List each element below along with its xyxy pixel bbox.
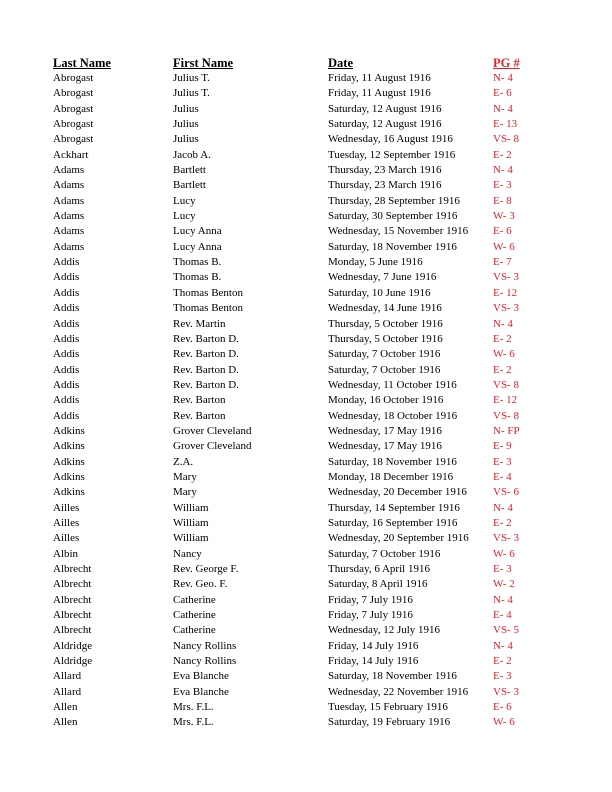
table-row <box>53 547 543 562</box>
page-ref-cell: W- 6 <box>493 547 515 560</box>
page-ref-cell: VS- 3 <box>493 532 519 545</box>
table-row <box>53 117 543 132</box>
first-name-cell: Catherine <box>173 593 216 606</box>
last-name-cell: Aldridge <box>53 639 93 652</box>
last-name-cell: Adkins <box>53 440 85 453</box>
page-ref-cell: W- 6 <box>493 240 515 253</box>
date-cell: Wednesday, 17 May 1916 <box>328 424 442 437</box>
table-row <box>53 347 543 362</box>
date-cell: Saturday, 7 October 1916 <box>328 363 441 376</box>
date-cell: Thursday, 6 April 1916 <box>328 563 430 575</box>
last-name-cell: Addis <box>53 302 80 315</box>
last-name-cell: Abrogast <box>53 133 94 146</box>
first-name-cell: Catherine <box>173 609 216 622</box>
page-ref-cell: VS- 5 <box>493 624 519 637</box>
table-row <box>53 332 543 347</box>
date-cell: Friday, 14 July 1916 <box>328 655 419 668</box>
last-name-cell: Abrogast <box>53 102 94 115</box>
date-cell: Thursday, 23 March 1916 <box>328 164 442 177</box>
date-cell: Saturday, 30 September 1916 <box>328 210 458 223</box>
page-ref-cell: E- 4 <box>493 609 512 622</box>
page-ref-cell: E- 3 <box>493 670 512 683</box>
date-cell: Friday, 11 August 1916 <box>328 72 431 84</box>
last-name-cell: Adams <box>53 240 85 253</box>
table-row <box>53 439 543 454</box>
date-cell: Wednesday, 18 October 1916 <box>328 409 458 422</box>
first-name-cell: Grover Cleveland <box>173 440 252 453</box>
date-cell: Saturday, 8 April 1916 <box>328 578 428 591</box>
last-name-cell: Allen <box>53 701 78 714</box>
last-name-cell: Albrecht <box>53 593 92 606</box>
table-row <box>53 685 543 700</box>
last-name-cell: Adams <box>53 225 85 238</box>
date-cell: Wednesday, 7 June 1916 <box>328 271 437 284</box>
table-row <box>53 516 543 531</box>
first-name-cell: Rev. Barton D. <box>173 332 239 345</box>
page-ref-cell: E- 8 <box>493 194 512 207</box>
table-row <box>53 531 543 546</box>
page-ref-cell: E- 4 <box>493 470 512 483</box>
first-name-cell: Thomas B. <box>173 256 222 269</box>
first-name-cell: Nancy <box>173 547 202 560</box>
last-name-cell: Albrecht <box>53 624 92 637</box>
date-cell: Tuesday, 15 February 1916 <box>328 701 448 714</box>
page-ref-cell: E- 2 <box>493 655 512 668</box>
header-first-name: First Name <box>173 56 234 70</box>
date-cell: Monday, 16 October 1916 <box>328 394 444 407</box>
last-name-cell: Adams <box>53 210 85 223</box>
table-row <box>53 393 543 408</box>
table-row <box>53 148 543 163</box>
page-ref-cell: E- 2 <box>493 363 512 376</box>
table-row <box>53 224 543 239</box>
last-name-cell: Adams <box>53 194 85 207</box>
header-date: Date <box>328 56 353 70</box>
page-ref-cell: N- 4 <box>493 639 513 652</box>
table-row <box>53 715 543 730</box>
date-cell: Saturday, 18 November 1916 <box>328 240 457 253</box>
date-cell: Thursday, 5 October 1916 <box>328 332 443 345</box>
date-cell: Wednesday, 11 October 1916 <box>328 378 457 391</box>
table-row <box>53 577 543 592</box>
first-name-cell: Lucy Anna <box>173 240 222 253</box>
first-name-cell: Mrs. F.L. <box>173 701 214 714</box>
table-row <box>53 240 543 255</box>
last-name-cell: Addis <box>53 317 80 330</box>
date-cell: Wednesday, 17 May 1916 <box>328 440 442 453</box>
table-row <box>53 424 543 439</box>
first-name-cell: Julius <box>173 118 199 131</box>
table-row <box>53 86 543 101</box>
page-ref-cell: VS- 8 <box>493 378 519 391</box>
first-name-cell: Rev. Barton <box>173 409 226 422</box>
table-row <box>53 255 543 270</box>
first-name-cell: Nancy Rollins <box>173 655 237 668</box>
first-name-cell: Julius <box>173 133 199 146</box>
date-cell: Friday, 7 July 1916 <box>328 609 413 622</box>
page-ref-cell: VS- 3 <box>493 685 519 698</box>
table-row <box>53 455 543 470</box>
first-name-cell: Eva Blanche <box>173 685 229 698</box>
last-name-cell: Adkins <box>53 455 85 468</box>
page-ref-cell: W- 6 <box>493 348 515 361</box>
table-header <box>53 56 543 71</box>
last-name-cell: Addis <box>53 394 80 407</box>
page-ref-cell: E- 6 <box>493 225 512 238</box>
page-ref-cell: E- 3 <box>493 563 512 575</box>
last-name-cell: Addis <box>53 286 80 299</box>
last-name-cell: Abrogast <box>53 118 94 131</box>
date-cell: Saturday, 12 August 1916 <box>328 118 442 131</box>
first-name-cell: Grover Cleveland <box>173 424 252 437</box>
first-name-cell: Catherine <box>173 624 216 637</box>
last-name-cell: Albrecht <box>53 563 92 575</box>
last-name-cell: Albrecht <box>53 578 92 591</box>
last-name-cell: Allard <box>53 670 82 683</box>
page-ref-cell: VS- 3 <box>493 271 519 284</box>
first-name-cell: Lucy Anna <box>173 225 222 238</box>
first-name-cell: Thomas Benton <box>173 286 243 299</box>
date-cell: Monday, 5 June 1916 <box>328 256 423 269</box>
last-name-cell: Addis <box>53 363 80 376</box>
first-name-cell: Thomas B. <box>173 271 222 284</box>
table-row <box>53 593 543 608</box>
table-row <box>53 639 543 654</box>
last-name-cell: Allard <box>53 685 82 698</box>
table-row <box>53 286 543 301</box>
table-row <box>53 209 543 224</box>
first-name-cell: Rev. Barton D. <box>173 378 239 391</box>
page-ref-cell: E- 3 <box>493 455 512 468</box>
table-row <box>53 608 543 623</box>
first-name-cell: Lucy <box>173 194 196 207</box>
table-row <box>53 270 543 285</box>
date-cell: Wednesday, 14 June 1916 <box>328 302 442 315</box>
page-ref-cell: E- 6 <box>493 87 512 100</box>
page-ref-cell: W- 6 <box>493 716 515 729</box>
date-cell: Wednesday, 16 August 1916 <box>328 133 453 146</box>
page-ref-cell: N- 4 <box>493 317 513 330</box>
last-name-cell: Ailles <box>53 501 80 514</box>
date-cell: Thursday, 14 September 1916 <box>328 501 460 514</box>
date-cell: Saturday, 18 November 1916 <box>328 670 457 683</box>
table-row <box>53 102 543 117</box>
first-name-cell: Mary <box>173 470 197 483</box>
first-name-cell: Mary <box>173 486 197 499</box>
first-name-cell: Bartlett <box>173 164 206 177</box>
last-name-cell: Abrogast <box>53 87 94 100</box>
table-row <box>53 501 543 516</box>
page-ref-cell: N- 4 <box>493 102 513 115</box>
last-name-cell: Allen <box>53 716 78 729</box>
page-ref-cell: W- 3 <box>493 210 515 223</box>
table-row <box>53 378 543 393</box>
date-cell: Wednesday, 12 July 1916 <box>328 624 441 637</box>
last-name-cell: Ailles <box>53 516 80 529</box>
header-row <box>53 56 543 71</box>
page-ref-cell: VS- 8 <box>493 409 519 422</box>
last-name-cell: Adkins <box>53 470 85 483</box>
page-ref-cell: N- 4 <box>493 72 513 84</box>
table-row <box>53 132 543 147</box>
header-last-name: Last Name <box>53 56 111 70</box>
first-name-cell: Rev. Barton D. <box>173 363 239 376</box>
first-name-cell: William <box>173 532 209 545</box>
date-cell: Thursday, 28 September 1916 <box>328 194 460 207</box>
page-ref-cell: E- 7 <box>493 256 512 269</box>
first-name-cell: Z.A. <box>173 455 194 468</box>
date-cell: Saturday, 7 October 1916 <box>328 348 441 361</box>
last-name-cell: Albin <box>53 547 79 560</box>
table-row <box>53 470 543 485</box>
table-row <box>53 623 543 638</box>
page-ref-cell: E- 2 <box>493 332 512 345</box>
last-name-cell: Addis <box>53 409 80 422</box>
first-name-cell: Jacob A. <box>173 148 211 161</box>
date-cell: Thursday, 23 March 1916 <box>328 179 442 192</box>
table-row <box>53 301 543 316</box>
date-cell: Wednesday, 20 September 1916 <box>328 532 469 545</box>
date-cell: Wednesday, 20 December 1916 <box>328 486 467 499</box>
date-cell: Friday, 14 July 1916 <box>328 639 419 652</box>
first-name-cell: Mrs. F.L. <box>173 716 214 729</box>
first-name-cell: Rev. Geo. F. <box>173 578 228 591</box>
page-ref-cell: E- 2 <box>493 516 512 529</box>
last-name-cell: Addis <box>53 332 80 345</box>
page-ref-cell: E- 12 <box>493 394 518 407</box>
last-name-cell: Addis <box>53 256 80 269</box>
last-name-cell: Addis <box>53 378 80 391</box>
table-row <box>53 178 543 193</box>
first-name-cell: Julius <box>173 102 199 115</box>
page-ref-cell: E- 2 <box>493 148 512 161</box>
last-name-cell: Addis <box>53 348 80 361</box>
date-cell: Saturday, 7 October 1916 <box>328 547 441 560</box>
table-row <box>53 562 543 577</box>
date-cell: Tuesday, 12 September 1916 <box>328 148 456 161</box>
table-row <box>53 317 543 332</box>
first-name-cell: William <box>173 516 209 529</box>
page-ref-cell: VS- 3 <box>493 302 519 315</box>
table-row <box>53 71 543 86</box>
last-name-cell: Ackhart <box>53 148 89 161</box>
table-row <box>53 700 543 715</box>
last-name-cell: Adkins <box>53 424 85 437</box>
page-ref-cell: E- 6 <box>493 701 512 714</box>
page-ref-cell: E- 12 <box>493 286 518 299</box>
page-ref-cell: E- 3 <box>493 179 512 192</box>
first-name-cell: Nancy Rollins <box>173 639 237 652</box>
date-cell: Friday, 11 August 1916 <box>328 87 431 100</box>
last-name-cell: Ailles <box>53 532 80 545</box>
obituary-index-table <box>53 56 543 731</box>
date-cell: Saturday, 10 June 1916 <box>328 286 431 299</box>
last-name-cell: Addis <box>53 271 80 284</box>
page-ref-cell: N- 4 <box>493 593 513 606</box>
table-body <box>53 71 543 731</box>
first-name-cell: Eva Blanche <box>173 670 229 683</box>
first-name-cell: Rev. Barton D. <box>173 348 239 361</box>
last-name-cell: Aldridge <box>53 655 93 668</box>
last-name-cell: Adams <box>53 179 85 192</box>
page-ref-cell: N- 4 <box>493 164 513 177</box>
first-name-cell: Lucy <box>173 210 196 223</box>
first-name-cell: Rev. Barton <box>173 394 226 407</box>
page-ref-cell: N- FP <box>493 424 520 437</box>
date-cell: Thursday, 5 October 1916 <box>328 317 443 330</box>
page-ref-cell: E- 9 <box>493 440 512 453</box>
date-cell: Monday, 18 December 1916 <box>328 470 454 483</box>
last-name-cell: Adkins <box>53 486 85 499</box>
table-row <box>53 163 543 178</box>
table-row <box>53 409 543 424</box>
last-name-cell: Adams <box>53 164 85 177</box>
date-cell: Wednesday, 15 November 1916 <box>328 225 469 238</box>
first-name-cell: William <box>173 501 209 514</box>
page-ref-cell: VS- 8 <box>493 133 519 146</box>
date-cell: Friday, 7 July 1916 <box>328 593 413 606</box>
first-name-cell: Thomas Benton <box>173 302 243 315</box>
date-cell: Wednesday, 22 November 1916 <box>328 685 469 698</box>
page-ref-cell: W- 2 <box>493 578 515 591</box>
first-name-cell: Rev. Martin <box>173 317 226 330</box>
last-name-cell: Albrecht <box>53 609 92 622</box>
table-row <box>53 669 543 684</box>
first-name-cell: Julius T. <box>173 72 210 84</box>
date-cell: Saturday, 16 September 1916 <box>328 516 458 529</box>
first-name-cell: Bartlett <box>173 179 206 192</box>
table-row <box>53 194 543 209</box>
table-row <box>53 654 543 669</box>
date-cell: Saturday, 18 November 1916 <box>328 455 457 468</box>
date-cell: Saturday, 12 August 1916 <box>328 102 442 115</box>
page-ref-cell: VS- 6 <box>493 486 519 499</box>
first-name-cell: Julius T. <box>173 87 210 100</box>
date-cell: Saturday, 19 February 1916 <box>328 716 451 729</box>
page-ref-cell: N- 4 <box>493 501 513 514</box>
first-name-cell: Rev. George F. <box>173 563 239 575</box>
last-name-cell: Abrogast <box>53 72 94 84</box>
table-row <box>53 363 543 378</box>
table-row <box>53 485 543 500</box>
page-ref-cell: E- 13 <box>493 118 518 131</box>
header-page-number: PG # <box>493 56 520 70</box>
